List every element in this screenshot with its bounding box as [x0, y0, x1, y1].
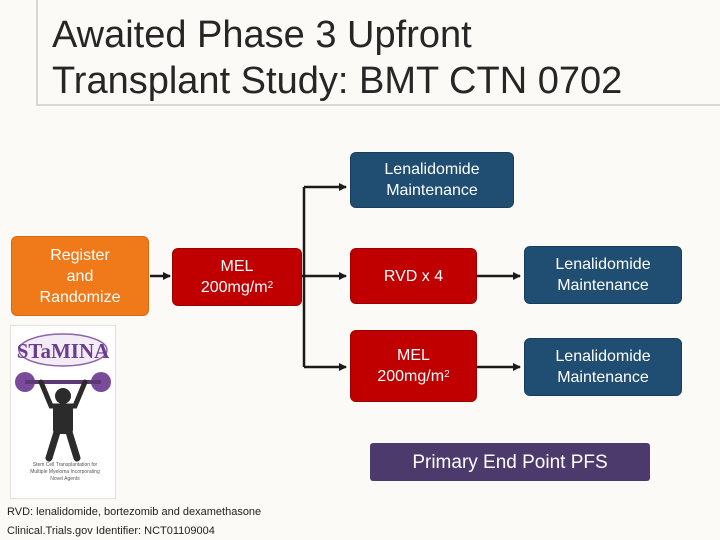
footnote-trial-id: Clinical.Trials.gov Identifier: NCT01109004	[7, 525, 215, 537]
mel-induction-box	[172, 248, 302, 306]
top-maintenance-line-1: Lenalidomide	[384, 161, 480, 178]
top-maintenance-box	[350, 152, 514, 208]
mel-second-line-1: MEL	[397, 347, 430, 364]
mel-second-box	[350, 330, 477, 402]
maintenance-rvd-line-2: Maintenance	[557, 277, 649, 294]
register-line-2: and	[66, 267, 94, 285]
mel-second-superscript: 2	[444, 369, 450, 380]
maintenance-mel-line-2: Maintenance	[557, 369, 649, 386]
rvd-label: RVD x 4	[383, 267, 444, 285]
logo-fine-print: Stem Cell Transplantation for Multiple Myeloma Incorporating Novel Agents	[30, 462, 100, 482]
register-line-3: Randomize	[39, 288, 121, 306]
mel-induction-dose	[201, 277, 273, 298]
maintenance-after-mel-box	[524, 338, 682, 396]
maintenance-rvd-line-1: Lenalidomide	[555, 256, 651, 273]
maintenance-after-rvd-box	[524, 246, 682, 304]
footnote-abbreviation: RVD: lenalidomide, bortezomib and dexamethasone	[7, 506, 262, 518]
mel-induction-line-1: MEL	[220, 258, 254, 275]
mel-induction-superscript: 2	[267, 280, 274, 291]
mel-second-dose-text: 200mg/m	[377, 368, 445, 385]
register-line-1: Register	[50, 246, 110, 264]
register-randomize-box	[11, 236, 149, 316]
top-maintenance-line-2: Maintenance	[386, 182, 478, 199]
maintenance-mel-line-1: Lenalidomide	[555, 348, 651, 365]
primary-endpoint-box	[370, 443, 650, 481]
stamina-logo	[10, 325, 116, 499]
primary-endpoint-label: Primary End Point PFS	[412, 451, 608, 473]
mel-induction-dose-text: 200mg/m	[200, 279, 268, 296]
rvd-box	[350, 248, 477, 304]
title-line-1: Awaited Phase 3 Upfront	[52, 14, 472, 56]
svg-text:STaMINA: STaMINA	[16, 339, 110, 363]
mel-second-dose	[377, 366, 449, 387]
title-line-2: Transplant Study: BMT CTN 0702	[52, 60, 623, 102]
